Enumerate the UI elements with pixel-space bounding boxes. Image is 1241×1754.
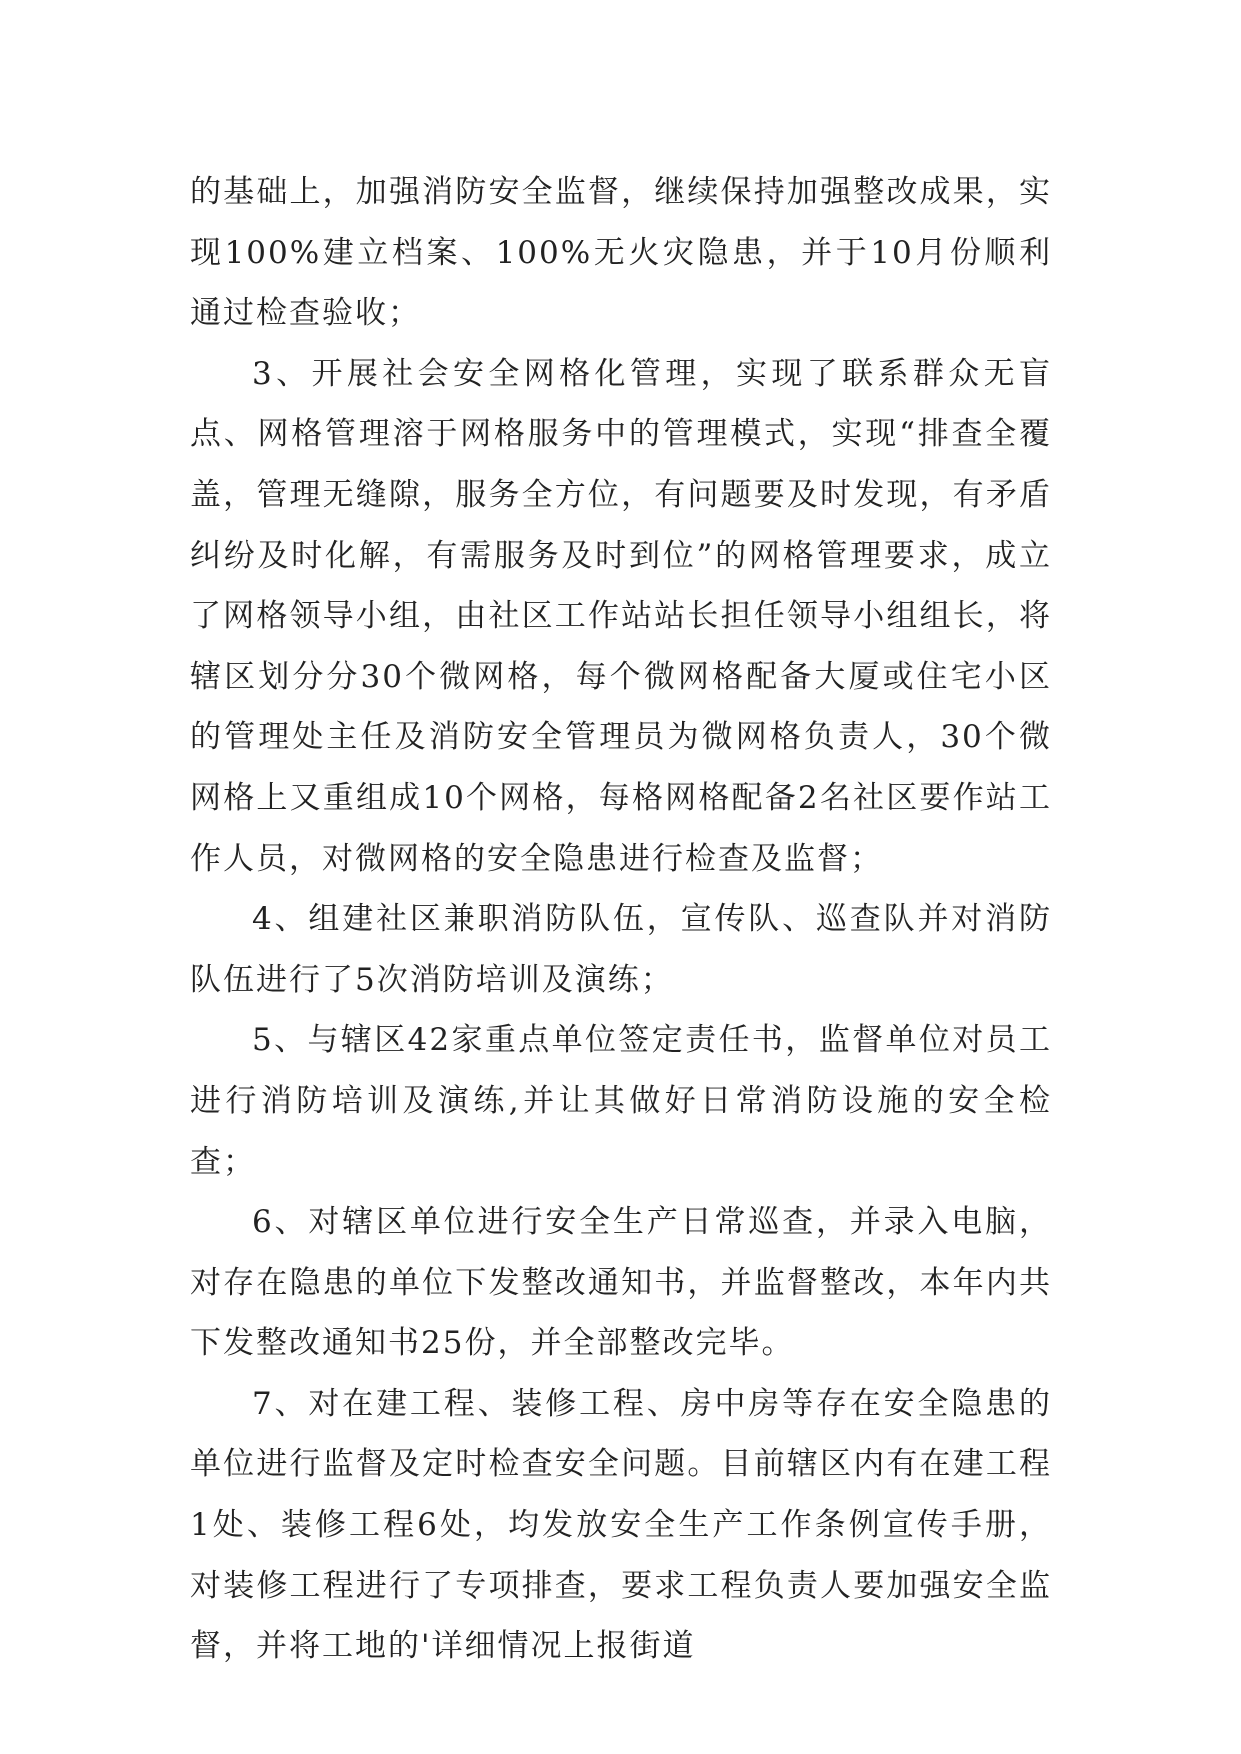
paragraph-item-5: 5、与辖区42家重点单位签定责任书，监督单位对员工进行消防培训及演练,并让其做好日常消防设施的安全检查； bbox=[190, 1022, 1052, 1180]
paragraph-item-6: 6、对辖区单位进行安全生产日常巡查，并录入电脑，对存在隐患的单位下发整改通知书，并监督整改，本年内共下发整改通知书25份，并全部整改完毕。 bbox=[190, 1204, 1052, 1362]
paragraph-item-4: 4、组建社区兼职消防队伍，宣传队、巡查队并对消防队伍进行了5次消防培训及演练； bbox=[190, 901, 1052, 998]
paragraph-item-3: 3、开展社会安全网格化管理，实现了联系群众无盲点、网格管理溶于网格服务中的管理模式，实现“排查全覆盖，管理无缝隙，服务全方位，有问题要及时发现，有矛盾纠纷及时化解，有需服务及时到位”的网格管理要求，成立了网格领导小组，由社区工作站站长担任领导小组组长，将辖区划分分30个微网格，每个微网格配备大厦或住宅小区的管理处主任及消防安全管理员为微网格负责人，30个微网格上又重组成10个网格，每格网格配备2名社区要作站工作人员，对微网格的安全隐患进行检查及监督； bbox=[190, 355, 1052, 877]
paragraph-continuation: 的基础上，加强消防安全监督，继续保持加强整改成果，实现100%建立档案、100%无火灾隐患，并于10月份顺利通过检查验收； bbox=[190, 174, 1052, 332]
paragraph-item-7: 7、对在建工程、装修工程、房中房等存在安全隐患的单位进行监督及定时检查安全问题。目前辖区内有在建工程1处、装修工程6处，均发放安全生产工作条例宣传手册，对装修工程进行了专项排查，要求工程负责人要加强安全监督，并将工地的'详细情况上报街道 bbox=[190, 1385, 1052, 1665]
document-body bbox=[190, 162, 1052, 1677]
